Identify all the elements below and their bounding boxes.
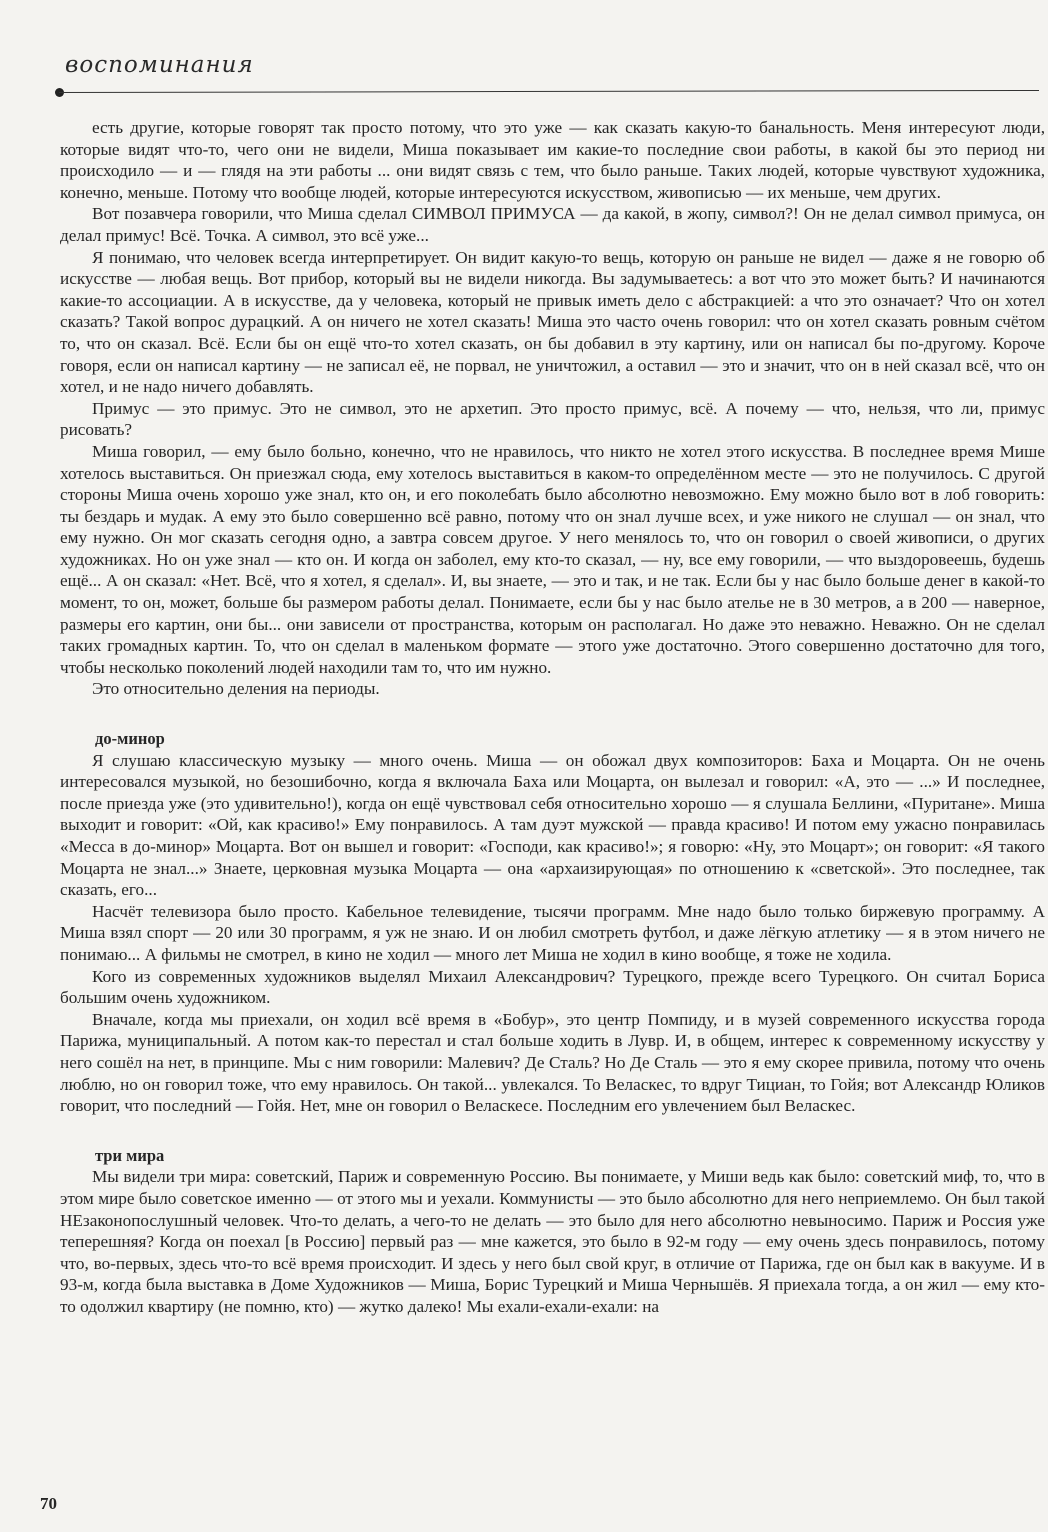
paragraph: Я слушаю классическую музыку — много очень. Миша — он обожал двух композиторов: Баха и Моцарта. Он не очень интересовался музыкой, но безошибочно, когда я включала Баха или Моцарта, он вылезал и говорил: «А, это — ...» И последнее, после приезда уже (это удивительно!), когда он ещё чувствовал себя относительно хорошо — я слушала Беллини, «Пуритане». Миша выходит и говорит: «Ой, как красиво!» Ему понравилось. А там дуэт мужской — правда красиво! И потом ему ужасно понравилась «Месса в до-минор» Моцарта. Вот он вышел и говорит: «Господи, как красиво!»; я говорю: «Ну, это Моцарт»; он говорит: «Я такого Моцарта не знал...» Знаете, церковная музыка Моцарта — она «архаизирующая» по отношению к «светской». Это последнее, так сказать, его... (60, 750, 1045, 900)
page-header (55, 52, 1040, 102)
section-title: воспоминания (65, 52, 254, 78)
subheading-dominor: до-минор (95, 729, 165, 749)
article-body (60, 117, 1045, 1317)
paragraph: Вот позавчера говорили, что Миша сделал СИМВОЛ ПРИМУСА — да какой, в жопу, символ?! Он не делал символ примуса, он делал примус! Всё. Точка. А символ, это всё уже... (60, 204, 1045, 245)
section-gap (60, 700, 1045, 728)
paragraph: Это относительно деления на периоды. (92, 679, 380, 699)
paragraph: Насчёт телевизора было просто. Кабельное телевидение, тысячи программ. Мне надо было только биржевую программу. А Миша взял спорт — 20 или 30 программ, я уж не знаю. И он любил смотреть футбол, и даже лёгкую атлетику — я в этом ничего не понимаю... А фильмы не смотрел, в кино не ходил — много лет Миша не ходил в кино вообще, я тоже не ходила. (60, 901, 1045, 964)
paragraph: есть другие, которые говорят так просто потому, что это уже — как сказать какую-то банальность. Меня интересуют люди, которые видят что-то, чего они не видели, Миша показывает им какие-то последние свои работы, в какой бы это период ни происходило — и — глядя на эти работы ... они видят связь с тем, что было раньше. Таких людей, которые чувствуют художника, конечно, меньше. Потому что вообще людей, которые интересуются искусством, живописью — их меньше, чем других. (60, 118, 1045, 202)
paragraph: Я понимаю, что человек всегда интерпретирует. Он видит какую-то вещь, которую он раньше не видел — даже я не говорю об искусстве — любая вещь. Вот прибор, который вы не видели никогда. Вы задумываетесь: а вот что это может быть? И начинаются какие-то ассоциации. А в искусстве, да у человека, который не привык иметь дело с абстракцией: а что это означает? Что он хотел сказать? Такой вопрос дурацкий. А он ничего не хотел сказать! Миша это часто очень говорил: что он хотел сказать ровным счётом то, что он сказал. Всё. Если бы он ещё что-то хотел сказать, он бы добавил в эту картину, или он написал бы по-другому. Короче говоря, если он написал картину — не записал её, не порвал, не уничтожил, а оставил — это и значит, что он в ней сказал всё, что он хотел, и не надо ничего добавлять. (60, 247, 1045, 397)
subheading-trimira: три мира (95, 1145, 165, 1165)
header-rule (59, 90, 1039, 93)
paragraph: Примус — это примус. Это не символ, это не архетип. Это просто примус, всё. А почему — что, нельзя, что ли, примус рисовать? (60, 398, 1045, 440)
paragraph: Миша говорил, — ему было больно, конечно, что не нравилось, что никто не хотел этого искусства. В последнее время Мише хотелось выставиться. Он приезжал сюда, ему хотелось выставиться в каком-то определённом месте — это не получилось. С другой стороны Миша очень хорошо уже знал, кто он, и его поколебать было абсолютно невозможно. Ему можно было вот в лоб говорить: ты бездарь и мудак. А ему это было совершенно всё равно, потому что он знал лучше всех, и уже никого не слушал — он знал, что ему нужно. Он мог сказать сегодня одно, а завтра совсем другое. У него менялось то, что он говорил о своей живописи, о других художниках. Но он уже знал — кто он. И когда он заболел, ему кто-то сказал, — ну, все ему говорили, — что выздоровеешь, будешь ещё... А он сказал: «Нет. Всё, что я хотел, я сделал». И, вы знаете, — это и так, и не так. Если бы у нас было больше денег в какой-то момент, то он, может, больше бы размером работы делал. Понимаете, если бы у нас было ателье не в 30 метров, а в 200 — наверное, размеры его картин, они бы... они зависели от пространства, которым он располагал. Но даже это неважно. Неважно. Он не сделал таких громадных картин. То, что он сделал в маленьком формате — этого уже достаточно. Этого совершенно достаточно для того, чтобы несколько поколений людей находили там то, что им нужно. (60, 441, 1045, 677)
paragraph: Вначале, когда мы приехали, он ходил всё время в «Бобур», это центр Помпиду, и в музей современного искусства города Парижа, муниципальный. А потом как-то перестал и стал больше ходить в Лувр. И, в общем, интерес к современному искусству у него сошёл на нет, в принципе. Мы с ним говорили: Малевич? Де Сталь? Но Де Сталь — это я ему скорее привила, потому что очень люблю, но он говорил тоже, что ему нравилось. Он такой... увлекался. То Веласкес, то вдруг Тициан, то Гойя; вот Александр Юликов говорит, что последний — Гойя. Нет, мне он говорил о Веласкесе. Последним его увлечением был Веласкес. (60, 1009, 1045, 1116)
paragraph: Кого из современных художников выделял Михаил Александрович? Турецкого, прежде всего Турецкого. Он считал Бориса большим очень художником. (60, 966, 1045, 1008)
paragraph: Мы видели три мира: советский, Париж и современную Россию. Вы понимаете, у Миши ведь как было: советский миф, то, что в этом мире было советское именно — от этого мы и уехали. Коммунисты — это было абсолютно для него неприемлемо. Он был такой НЕзаконопослушный человек. Что-то делать, а чего-то не делать — это было для него абсолютно невыносимо. Париж и Россия уже теперешняя? Когда он поехал [в Россию] первый раз — мне кажется, это было в 92-м году — ему очень здесь понравилось, потому что, во-первых, здесь что-то всё время происходит. И здесь у него был свой круг, в отличие от Парижа, где он был как в вакууме. И в 93-м, когда была выставка в Доме Художников — Миша, Борис Турецкий и Миша Чернышёв. Я приехала тогда, а он жил — ему кто-то одолжил квартиру (не помню, кто) — жутко далеко! Мы ехали-ехали-ехали: на (60, 1167, 1045, 1316)
section-gap (60, 1117, 1045, 1145)
page-number: 70 (40, 1494, 57, 1513)
